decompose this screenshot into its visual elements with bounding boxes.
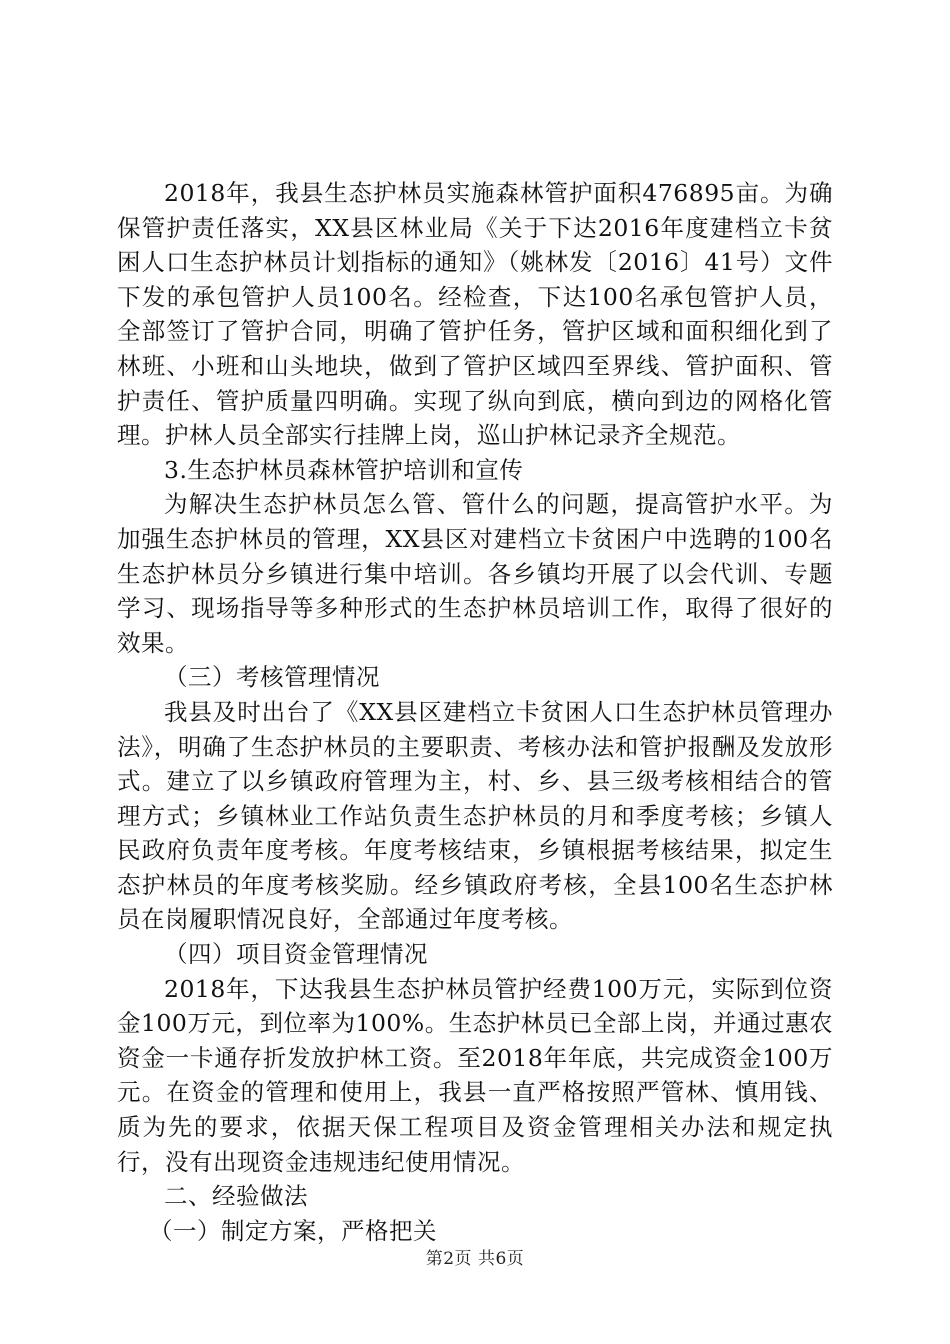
heading-training-publicity: 3.生态护林员森林管护培训和宣传	[164, 455, 524, 484]
heading-assessment-management: （三）考核管理情况	[164, 663, 380, 692]
paragraph-training: 为解决生态护林员怎么管、管什么的问题，提高管护水平。为加强生态护林员的管理，XX县区对建档立卡贫困户中选聘的100名生态护林员分乡镇进行集中培训。各乡镇均开展了以会代训、专题学习、现场指导等多种形式的生态护林员培训工作，取得了很好的效果。	[117, 490, 833, 657]
heading-make-plan: （一）制定方案，严格把关	[149, 1216, 437, 1245]
heading-fund-management: （四）项目资金管理情况	[164, 940, 428, 969]
paragraph-forest-protection-area: 2018年，我县生态护林员实施森林管护面积476895亩。为确保管护责任落实，XX县区林业局《关于下达2016年度建档立卡贫困人口生态护林员计划指标的通知》（姚林发〔2016〕41号）文件下发的承包管护人员100名。经检查，下达100名承包管护人员，全部签订了管护合同，明确了管护任务，管护区域和面积细化到了林班、小班和山头地块，做到了管护区域四至界线、管护面积、管护责任、管护质量四明确。实现了纵向到底，横向到边的网格化管理。护林人员全部实行挂牌上岗，巡山护林记录齐全规范。	[117, 179, 833, 450]
paragraph-assessment: 我县及时出台了《XX县区建档立卡贫困人口生态护林员管理办法》，明确了生态护林员的主要职责、考核办法和管护报酬及发放形式。建立了以乡镇政府管理为主，村、乡、县三级考核相结合的管理方式；乡镇林业工作站负责生态护林员的月和季度考核；乡镇人民政府负责年度考核。年度考核结束，乡镇根据考核结果，拟定生态护林员的年度考核奖励。经乡镇政府考核，全县100名生态护林员在岗履职情况良好，全部通过年度考核。	[117, 697, 833, 934]
document-body	[117, 176, 833, 1248]
paragraph-funds: 2018年，下达我县生态护林员管护经费100万元，实际到位资金100万元，到位率为100%。生态护林员已全部上岗，并通过惠农资金一卡通存折发放护林工资。至2018年年底，共完成资金100万元。在资金的管理和使用上，我县一直严格按照严管林、慎用钱、质为先的要求，依据天保工程项目及资金管理相关办法和规定执行，没有出现资金违规违纪使用情况。	[117, 974, 833, 1176]
heading-experience-practices: 二、经验做法	[164, 1182, 308, 1211]
page-number-footer: 第2页 共6页	[425, 1249, 525, 1269]
